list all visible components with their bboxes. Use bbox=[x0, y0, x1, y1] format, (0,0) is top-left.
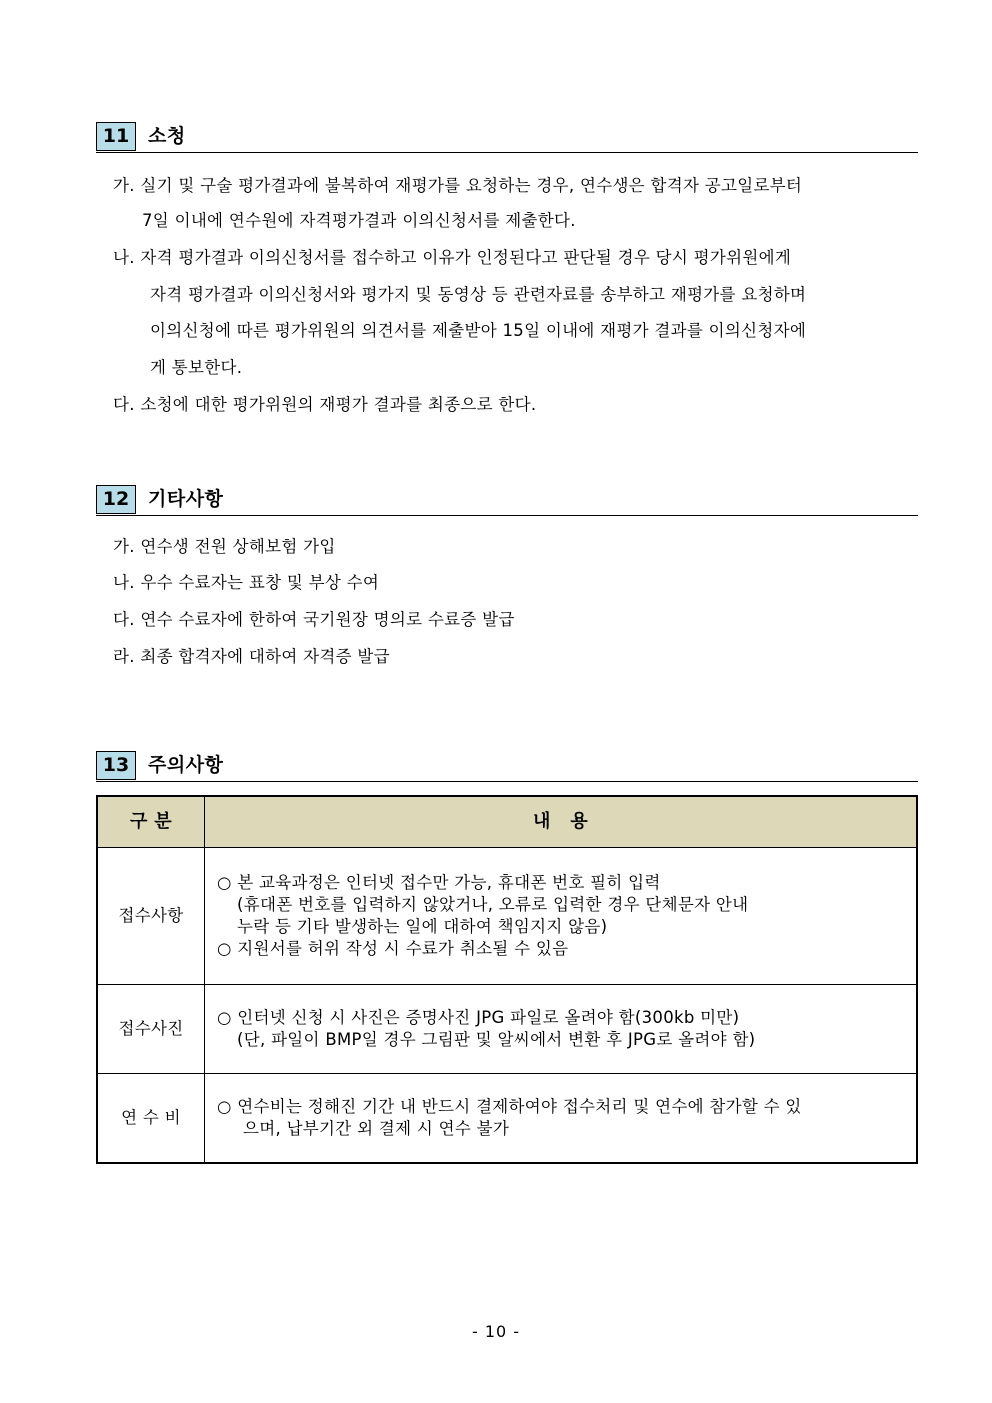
content-line: ○ 인터넷 신청 시 사진은 증명사진 JPG 파일로 올려야 함(300kb 미만) bbox=[217, 1008, 740, 1027]
section-13-header bbox=[96, 751, 918, 782]
row-content bbox=[205, 1074, 918, 1163]
s11-item-b-line1: 나. 자격 평가결과 이의신청서를 접수하고 이유가 인정된다고 판단될 경우 당시 평가위원에게 bbox=[113, 248, 792, 267]
content-line: 으며, 납부기간 외 결제 시 연수 불가 bbox=[243, 1118, 510, 1138]
section-title: 소청 bbox=[148, 125, 186, 147]
s11-item-a-line2: 7일 이내에 연수원에 자격평가결과 이의신청서를 제출한다. bbox=[142, 211, 576, 230]
row-content bbox=[205, 848, 918, 985]
s12-item: 가. 연수생 전원 상해보험 가입 bbox=[113, 537, 336, 556]
header-category: 구 분 bbox=[97, 796, 205, 848]
section-number: 11 bbox=[96, 122, 136, 151]
page-number: - 10 - bbox=[471, 1322, 521, 1341]
s11-item-a-line1: 가. 실기 및 구술 평가결과에 불복하여 재평가를 요청하는 경우, 연수생은 합격자 공고일로부터 bbox=[113, 176, 803, 195]
table-row bbox=[97, 848, 917, 985]
row-category: 접수사항 bbox=[97, 848, 205, 985]
content-line: ○ 지원서를 허위 작성 시 수료가 취소될 수 있음 bbox=[217, 939, 569, 958]
table-row bbox=[97, 1074, 917, 1163]
s12-item: 나. 우수 수료자는 표창 및 부상 수여 bbox=[113, 573, 380, 592]
content-line: (단, 파일이 BMP일 경우 그림판 및 알씨에서 변환 후 JPG로 올려야 함) bbox=[237, 1030, 756, 1049]
s11-item-b-line3: 이의신청에 따른 평가위원의 의견서를 제출받아 15일 이내에 재평가 결과를 이의신청자에 bbox=[150, 321, 807, 340]
row-content bbox=[205, 985, 918, 1074]
section-title: 주의사항 bbox=[148, 754, 224, 776]
row-category: 연 수 비 bbox=[97, 1074, 205, 1163]
header-content bbox=[205, 796, 918, 848]
content-line: ○ 연수비는 정해진 기간 내 반드시 결제하여야 접수처리 및 연수에 참가할 수 있 bbox=[217, 1096, 802, 1116]
table-row bbox=[97, 985, 917, 1074]
row-category: 접수사진 bbox=[97, 985, 205, 1074]
section-number: 12 bbox=[96, 485, 136, 514]
content-line: 누락 등 기타 발생하는 일에 대하여 책임지지 않음) bbox=[237, 917, 608, 936]
header-content-label: 내 용 bbox=[532, 811, 589, 832]
notice-table bbox=[96, 795, 918, 1164]
section-title: 기타사항 bbox=[148, 488, 224, 510]
content-line: ○ 본 교육과정은 인터넷 접수만 가능, 휴대폰 번호 필히 입력 bbox=[217, 873, 661, 892]
s12-item: 라. 최종 합격자에 대하여 자격증 발급 bbox=[113, 647, 390, 666]
section-11-header bbox=[96, 122, 918, 153]
content-line: (휴대폰 번호를 입력하지 않았거나, 오류로 입력한 경우 단체문자 안내 bbox=[237, 895, 749, 914]
s11-item-b-line4: 게 통보한다. bbox=[150, 358, 243, 377]
s12-item: 다. 연수 수료자에 한하여 국기원장 명의로 수료증 발급 bbox=[113, 610, 515, 629]
s11-item-c-line1: 다. 소청에 대한 평가위원의 재평가 결과를 최종으로 한다. bbox=[113, 395, 537, 414]
section-12-header bbox=[96, 485, 918, 516]
table-header-row bbox=[97, 796, 917, 848]
s11-item-b-line2: 자격 평가결과 이의신청서와 평가지 및 동영상 등 관련자료를 송부하고 재평가를 요청하며 bbox=[150, 285, 807, 304]
section-number: 13 bbox=[96, 751, 136, 780]
